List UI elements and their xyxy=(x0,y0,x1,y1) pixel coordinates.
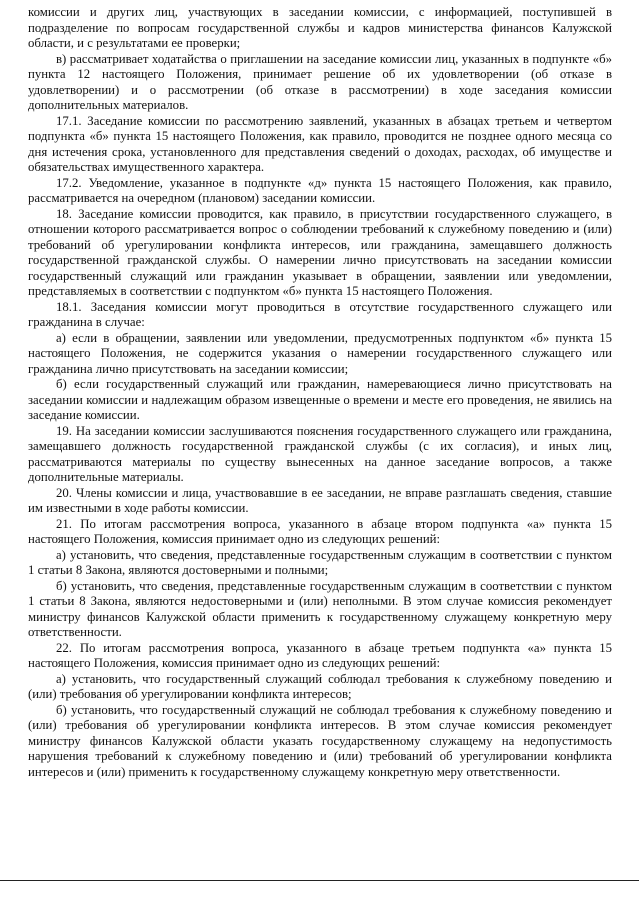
paragraph-18-1-a: а) если в обращении, заявлении или уведомлении, предусмотренных подпунктом «б» пункта 15 настоящего Положения, не содержится указания о намерении государственного служащего или гражданина лично присутствовать на заседании комиссии; xyxy=(28,330,612,376)
paragraph-22-a: а) установить, что государственный служащий соблюдал требования к служебному поведению и (или) требования об урегулировании конфликта интересов; xyxy=(28,671,612,701)
paragraph-22: 22. По итогам рассмотрения вопроса, указанного в абзаце третьем подпункта «а» пункта 15 настоящего Положения, комиссия принимает одно из следующих решений: xyxy=(28,640,612,670)
paragraph-17-v: в) рассматривает ходатайства о приглашении на заседание комиссии лиц, указанных в подпункте «б» пункта 12 настоящего Положения, принимает решение об их удовлетворении (об отказе в удовлетворении) и о рассмотрении (об отказе в рассмотрении) в ходе заседания комиссии дополнительных материалов. xyxy=(28,51,612,112)
paragraph-17-2: 17.2. Уведомление, указанное в подпункте «д» пункта 15 настоящего Положения, как правило, рассматривается на очередном (плановом) заседании комиссии. xyxy=(28,175,612,205)
paragraph-18-1: 18.1. Заседания комиссии могут проводиться в отсутствие государственного служащего или гражданина в случае: xyxy=(28,299,612,329)
paragraph-20: 20. Члены комиссии и лица, участвовавшие в ее заседании, не вправе разглашать сведения, ставшие им известными в ходе работы комиссии. xyxy=(28,485,612,515)
paragraph-continuation: комиссии и других лиц, участвующих в заседании комиссии, с информацией, поступившей в подразделение по вопросам государственной службы и кадров министерства финансов Калужской области, и с результатами ее проверки; xyxy=(28,5,612,50)
paragraph-22-b: б) установить, что государственный служащий не соблюдал требования к служебному поведению и (или) требования об урегулировании конфликта интересов. В этом случае комиссия рекомендует министру финансов Калужской области указать государственному служащему на недопустимость нарушения требований к служебному поведению и (или) требований об урегулировании конфликта интересов и (или) применить к государственному служащему конкретную меру ответственности. xyxy=(28,702,612,779)
paragraph-18-1-b: б) если государственный служащий или гражданин, намеревающиеся лично присутствовать на заседании комиссии и надлежащим образом извещенные о времени и месте его проведения, не явились на заседание комиссии. xyxy=(28,377,612,422)
paragraph-18: 18. Заседание комиссии проводится, как правило, в присутствии государственного служащего, в отношении которого рассматривается вопрос о соблюдении требований к служебному поведению и (или) требований об урегулировании конфликта интересов, или гражданина, замещавшего должность государственной гражданской службы. О намерении лично присутствовать на заседании комиссии государственный служащий или гражданин указывает в обращении, заявлении или уведомлении, представляемых в соответствии с подпунктом «б» пункта 15 настоящего Положения. xyxy=(28,206,612,298)
paragraph-17-1: 17.1. Заседание комиссии по рассмотрению заявлений, указанных в абзацах третьем и четвертом подпункта «б» пункта 15 настоящего Положения, как правило, проводится не позднее одного месяца со дня истечения срока, установленного для представления сведений о доходах, расходах, об имуществе и обязательствах имущественного характера. xyxy=(28,113,612,174)
page-bottom-rule xyxy=(0,880,639,881)
paragraph-21-a: а) установить, что сведения, представленные государственным служащим в соответствии с пунктом 1 статьи 8 Закона, являются достоверными и полными; xyxy=(28,547,612,577)
paragraph-21-b: б) установить, что сведения, представленные государственным служащим в соответствии с пунктом 1 статьи 8 Закона, являются недостоверными и (или) неполными. В этом случае комиссия рекомендует министру финансов Калужской области применить к государственному служащему конкретную меру ответственности. xyxy=(28,578,612,639)
paragraph-19: 19. На заседании комиссии заслушиваются пояснения государственного служащего или гражданина, замещавшего должность государственной гражданской службы (с их согласия), и иных лиц, рассматриваются материалы по существу вынесенных на данное заседание вопросов, а также дополнительные материалы. xyxy=(28,423,612,484)
paragraph-21: 21. По итогам рассмотрения вопроса, указанного в абзаце втором подпункта «а» пункта 15 настоящего Положения, комиссия принимает одно из следующих решений: xyxy=(28,516,612,546)
document-body xyxy=(28,5,612,780)
